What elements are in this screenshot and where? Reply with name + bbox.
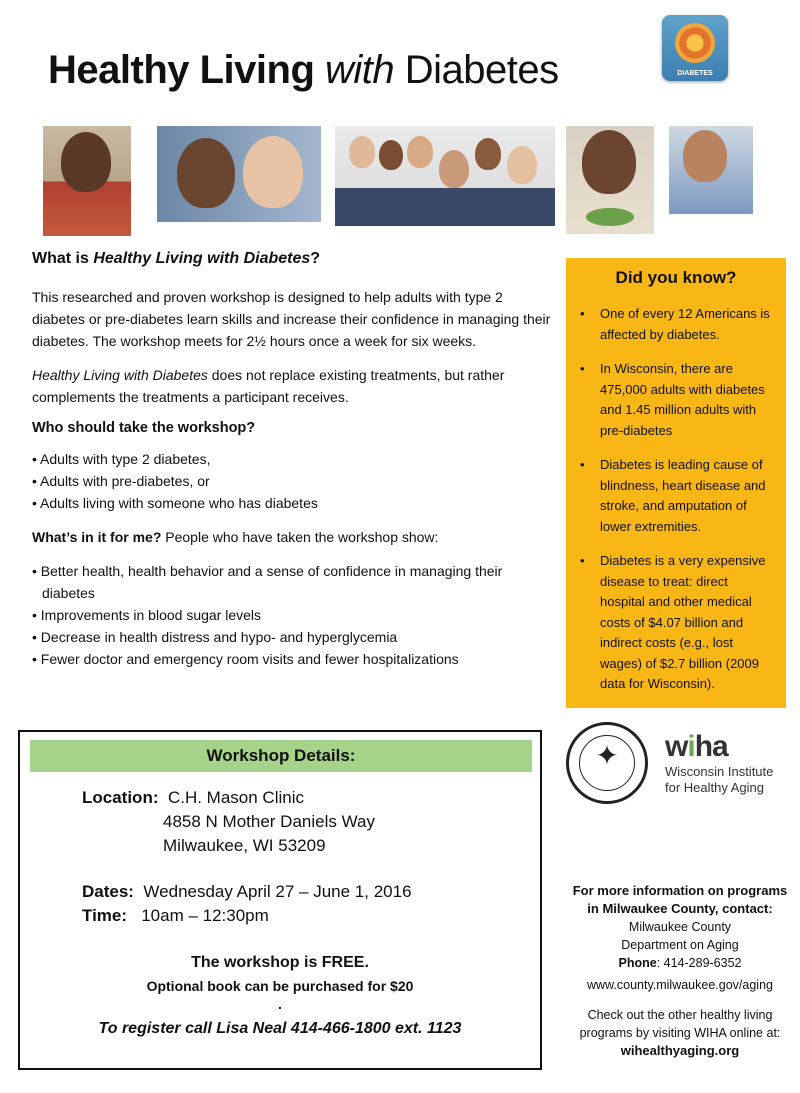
location-line: Location: C.H. Mason Clinic: [82, 788, 304, 807]
list-item: • Diabetes is leading cause of blindness, heart disease and stroke, and amputation of lower extremities.: [580, 457, 766, 534]
location-address: 4858 N Mother Daniels Way: [163, 812, 375, 831]
intro-paragraph: This researched and proven workshop is designed to help adults with type 2 diabetes or pre-diabetes learn skills and increase their confidence in managing their diabetes. The workshop meets for 2½ hours once a week for six weeks.: [32, 289, 551, 349]
list-item: • Decrease in health distress and hypo- and hyperglycemia: [32, 626, 552, 648]
treatment-paragraph: Healthy Living with Diabetes does not replace existing treatments, but rather complements the treatments a participant receives.: [32, 367, 505, 405]
left-column: [32, 250, 552, 682]
contact-phone: Phone: 414-289-6352: [618, 956, 742, 970]
contact-info: [566, 882, 794, 1060]
contact-org1: Milwaukee County: [628, 920, 732, 934]
page-title: [48, 48, 559, 93]
contact-checkout: Check out the other healthy living programs by visiting WIHA online at:: [579, 1008, 781, 1040]
list-item: • Adults with pre-diabetes, or: [32, 470, 552, 492]
wiha-logo: [665, 730, 795, 796]
list-item: • One of every 12 Americans is affected by diabetes.: [580, 306, 770, 342]
photo-two-women: [157, 126, 321, 222]
diabetes-badge-logo: [662, 15, 728, 81]
did-you-know-box: [566, 258, 786, 708]
workshop-details-heading: Workshop Details:: [30, 740, 532, 772]
list-item: • Adults with type 2 diabetes,: [32, 448, 552, 470]
dates-line: Dates: Wednesday April 27 – June 1, 2016: [82, 882, 412, 901]
register-line: To register call Lisa Neal 414-466-1800 ext. 1123: [98, 1020, 462, 1037]
whats-in-it-line: What’s in it for me? People who have taken the workshop show:: [32, 529, 439, 545]
list-item: • Diabetes is a very expensive disease to treat: direct hospital and other medical costs of $4.07 billion and indirect costs (e.g., lost wages) of $2.7 billion (2009 data for Wisconsin).: [580, 553, 766, 691]
list-item: • Adults living with someone who has diabetes: [32, 492, 552, 514]
benefits-list: [32, 560, 552, 670]
county-seal-logo: [566, 722, 648, 804]
contact-url[interactable]: www.county.milwaukee.gov/aging: [587, 978, 773, 992]
did-you-know-heading: Did you know?: [615, 268, 737, 287]
facts-list: [578, 304, 774, 695]
what-is-heading: What is Healthy Living with Diabetes?: [32, 250, 321, 267]
book-notice: Optional book can be purchased for $20: [146, 978, 414, 994]
list-item: • Improvements in blood sugar levels: [32, 604, 552, 626]
list-item: • Fewer doctor and emergency room visits and fewer hospitalizations: [32, 648, 552, 670]
title-rest: Diabetes: [404, 48, 559, 92]
time-line: Time: 10am – 12:30pm: [82, 906, 269, 925]
who-heading: Who should take the workshop?: [32, 420, 256, 436]
diabetes-sun-icon: [675, 23, 715, 63]
title-italic: with: [325, 48, 395, 92]
who-list: [32, 448, 552, 514]
wiha-line2: for Healthy Aging: [665, 780, 765, 795]
photo-group-professionals: [335, 126, 555, 226]
list-item: • In Wisconsin, there are 475,000 adults with diabetes and 1.45 million adults with pre-diabetes: [580, 361, 765, 438]
photo-older-man: [43, 126, 131, 236]
free-notice: The workshop is FREE.: [191, 954, 369, 971]
compass-star-icon: ✦: [595, 740, 619, 771]
title-bold: Healthy Living: [48, 48, 315, 92]
separator-dot: .: [278, 996, 282, 1012]
photo-man-glucose: [669, 126, 753, 214]
wiha-wordmark: wiha: [665, 730, 728, 763]
list-item: • Better health, health behavior and a sense of confidence in managing their diabetes: [32, 560, 552, 604]
photo-woman-salad: [566, 126, 654, 234]
whats-heading: What’s in it for me?: [32, 529, 162, 545]
contact-heading: For more information on programs in Milwaukee County, contact:: [572, 883, 788, 916]
location-city: Milwaukee, WI 53209: [163, 836, 326, 855]
contact-org2: Department on Aging: [621, 938, 739, 952]
wiha-url-link[interactable]: wihealthyaging.org: [620, 1043, 740, 1058]
workshop-details-box: [18, 730, 542, 1070]
wiha-line1: Wisconsin Institute: [665, 764, 774, 779]
badge-label: DIABETES: [677, 70, 713, 77]
